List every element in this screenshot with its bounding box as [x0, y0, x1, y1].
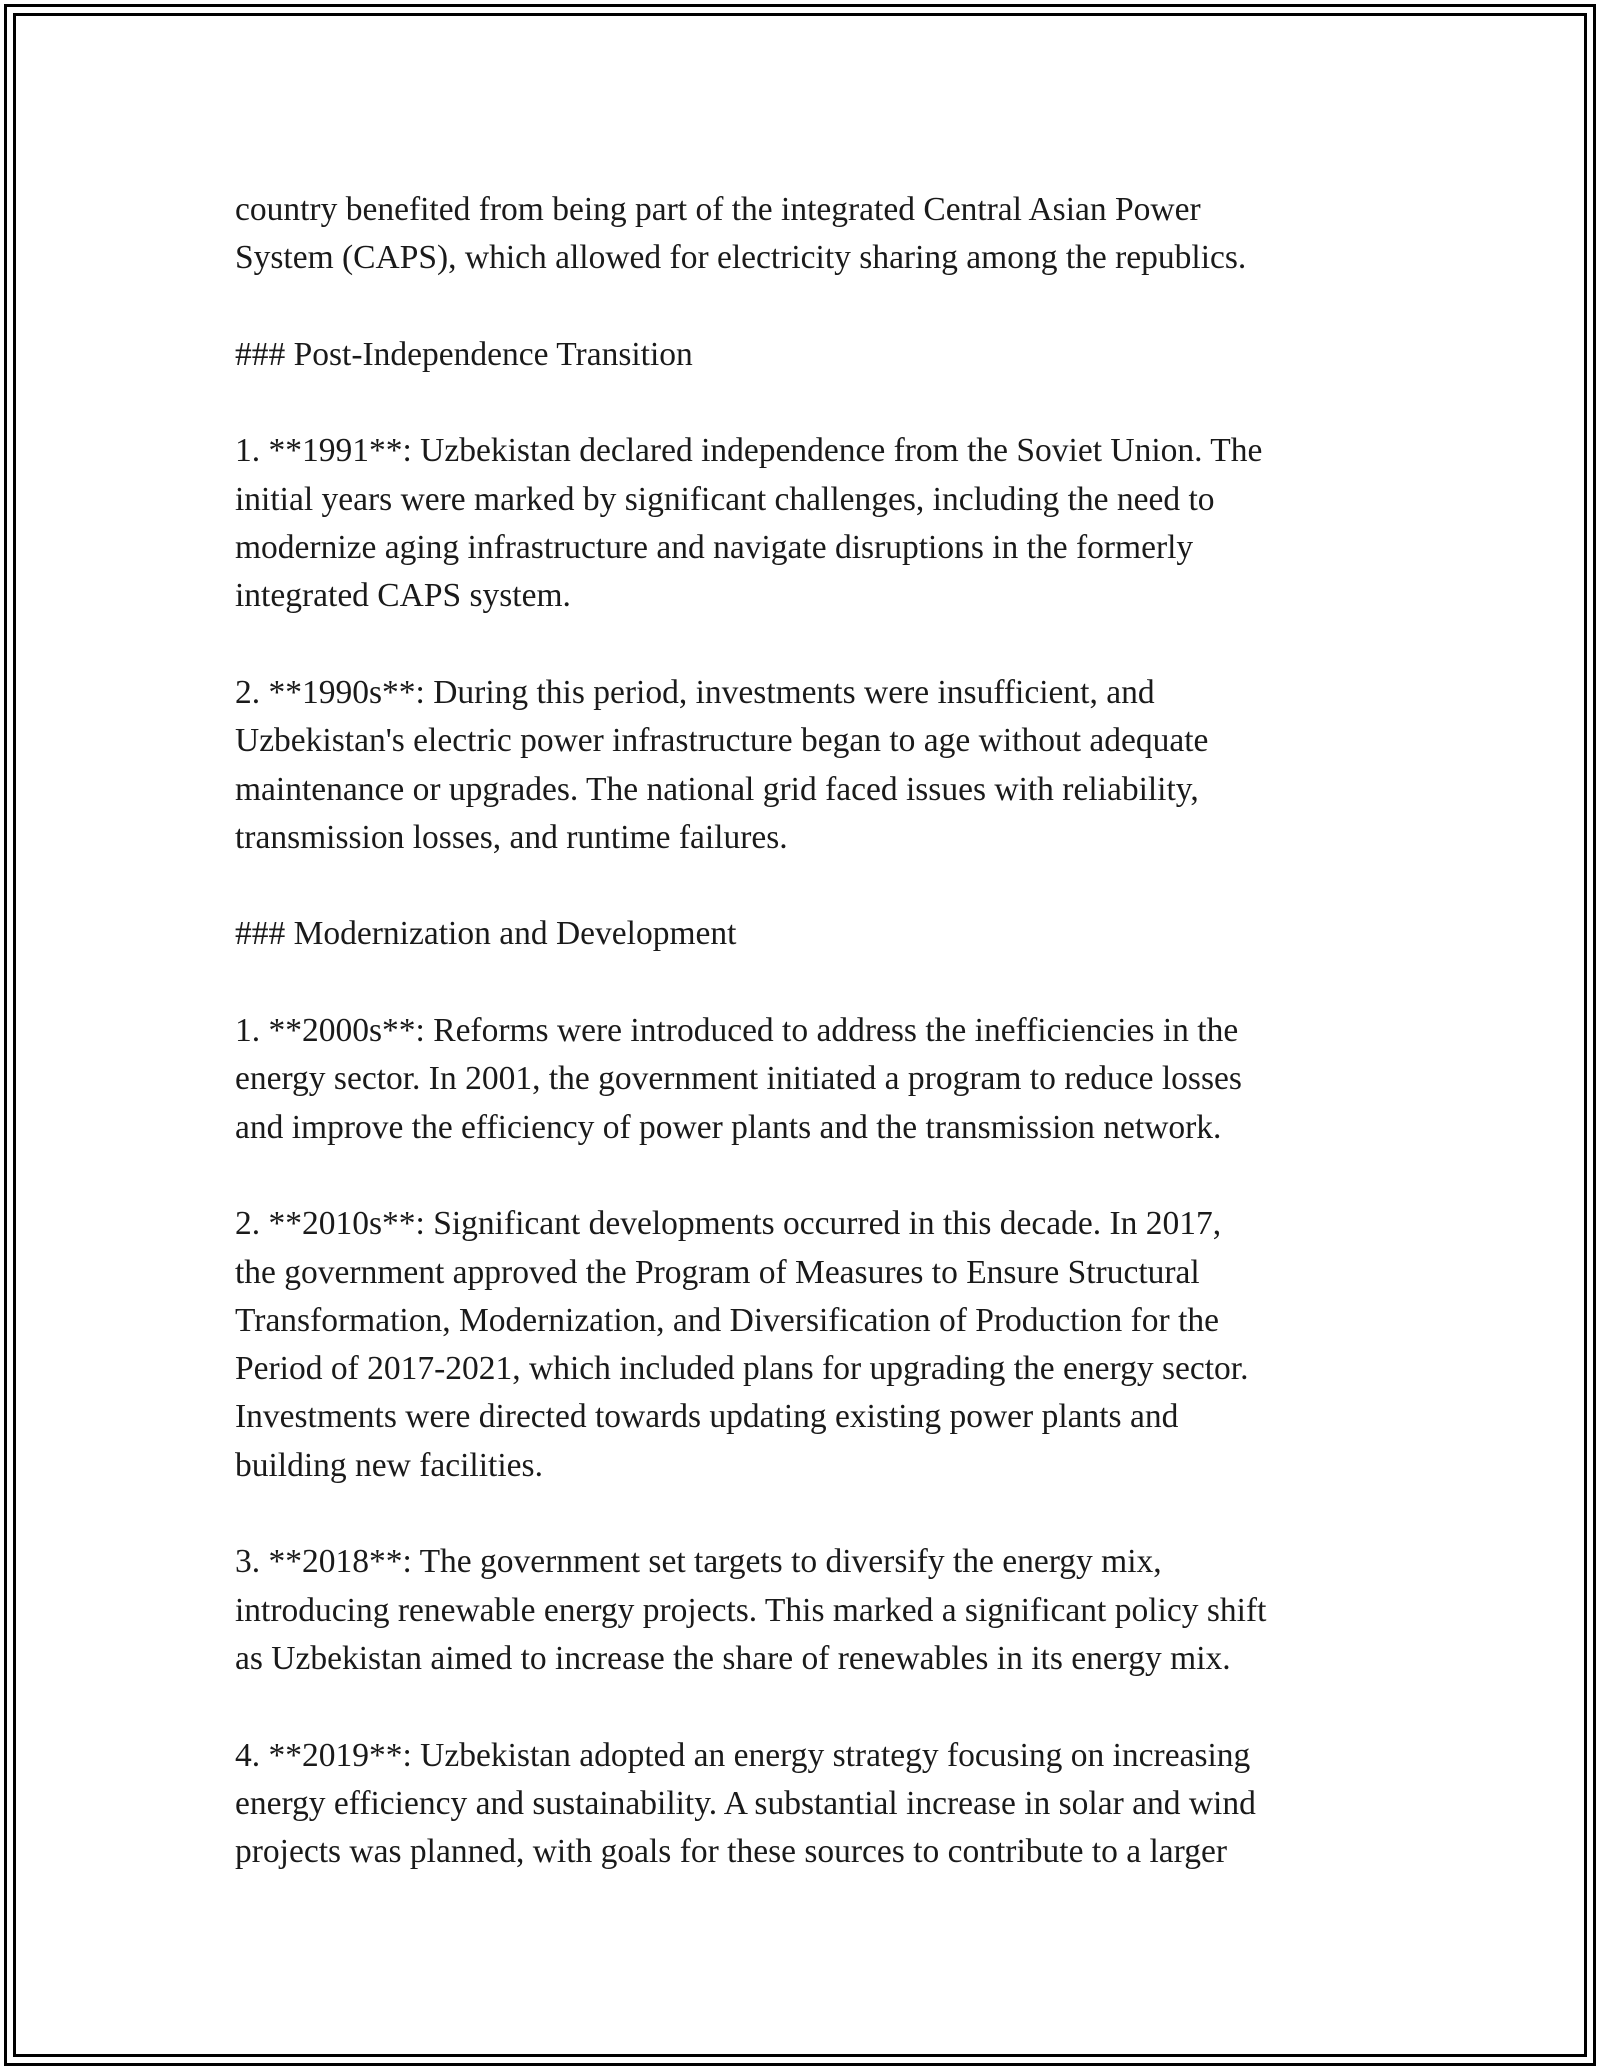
list-item-1990s: 2. **1990s**: During this period, investments were insufficient, and Uzbekistan's electric power infrastructure began to age without adequate maintenance or upgrades. The national grid faced issues with reliability, transmission losses, and runtime failures. [235, 673, 1209, 856]
document-body [235, 186, 1405, 1876]
heading-modernization: ### Modernization and Development [235, 915, 737, 953]
list-item-2000s: 1. **2000s**: Reforms were introduced to address the inefficiencies in the energy sector. In 2001, the government initiated a program to reduce losses and improve the efficiency of power plants and the transmission network. [235, 1012, 1242, 1146]
paragraph-continuation: country benefited from being part of the integrated Central Asian Power System (CAPS), which allowed for electricity sharing among the republics. [235, 191, 1247, 277]
list-item-2018: 3. **2018**: The government set targets to diversify the energy mix, introducing renewable energy projects. This marked a significant policy shift as Uzbekistan aimed to increase the share of renewables in its energy mix. [235, 1543, 1267, 1677]
list-item-1991: 1. **1991**: Uzbekistan declared independence from the Soviet Union. The initial years were marked by significant challenges, including the need to modernize aging infrastructure and navigate disruptions in the formerly integrated CAPS system. [235, 432, 1263, 615]
list-item-2010s: 2. **2010s**: Significant developments occurred in this decade. In 2017, the government approved the Program of Measures to Ensure Structural Transformation, Modernization, and Diversification of Production for the Period of 2017-2021, which included plans for upgrading the energy sector. Investments were directed towards updating existing power plants and building new facilities. [235, 1205, 1249, 1484]
list-item-2019: 4. **2019**: Uzbekistan adopted an energy strategy focusing on increasing energy efficiency and sustainability. A substantial increase in solar and wind projects was planned, with goals for these sources to contribute to a larger [235, 1736, 1256, 1871]
heading-post-independence: ### Post-Independence Transition [235, 335, 693, 373]
